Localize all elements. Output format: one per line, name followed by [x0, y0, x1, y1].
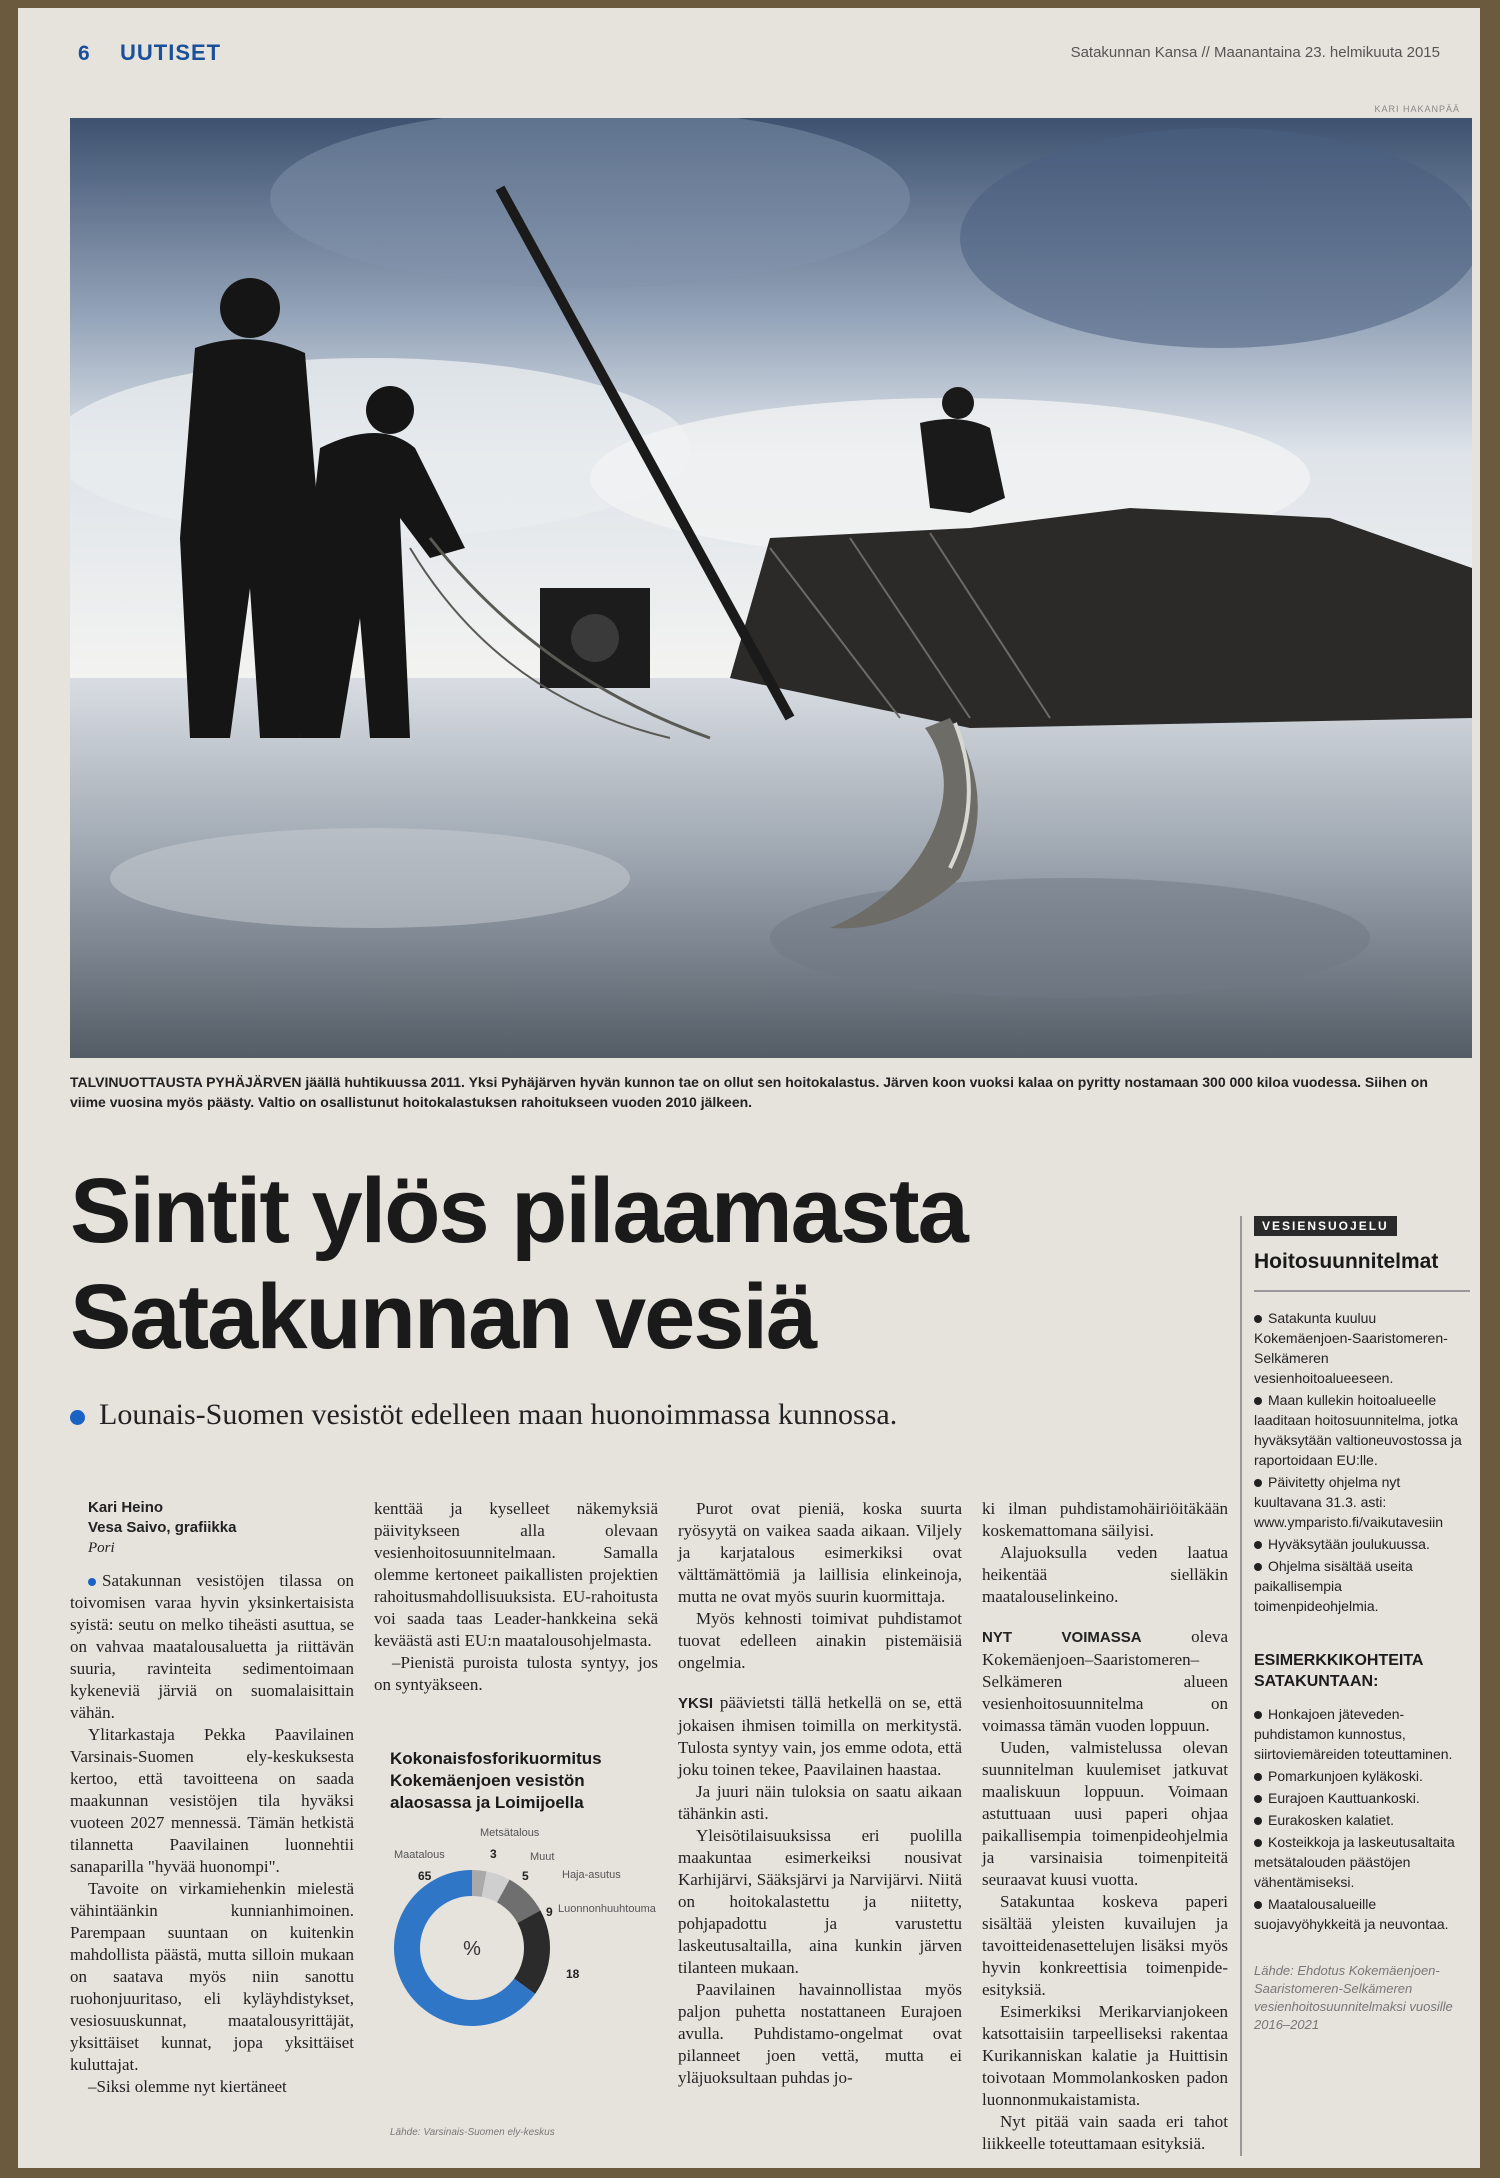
paragraph: Uuden, valmistelussa olevan suunnitelman kuulemiset jatkuvat maaliskuun loppuun. Voimaan astuttuaan uusi paperi ohjaa paikallisempia toimenpideohjelmia ja varsinaisia toimenpiteitä seuraavat kuusi vuotta.	[982, 1738, 1228, 1889]
paragraph: Myös kehnosti toimivat puhdistamot tuovat edelleen ainakin pistemäisiä ongelmia.	[678, 1609, 962, 1672]
list-item: Päivitetty ohjelma nyt kuultavana 31.3. asti: www.ymparisto.fi/vaikutavesiin	[1254, 1474, 1444, 1530]
list-item: Maatalousalueille suojavyöhykkeitä ja neuvontaa.	[1254, 1896, 1449, 1932]
paragraph: Ylitarkastaja Pekka Paavilainen Varsinais-Suomen ely-keskuksesta kertoo, että tavoitteena on saada maakunnan vesistöjen tila hyväksi vuoteen 2027 mennessä. Tämän hetkistä tilannetta Paavilainen luonnehtii sanaparilla "hyvää huonompi".	[70, 1725, 354, 1876]
list-item: Satakunta kuuluu Kokemäenjoen-Saaristomeren-Selkämeren vesienhoitoalueeseen.	[1254, 1310, 1448, 1386]
subheading: YKSI	[678, 1695, 714, 1712]
sidebar-list	[1254, 1308, 1470, 1616]
headline-line-1: Sintit ylös pilaamasta	[70, 1160, 967, 1262]
paragraph: Paavilainen havainnollistaa myös paljon puhetta nostattaneen Eurajoen avulla. Puhdistamo-ongelmat ovat pilanneet joen vettä, mutta ei yläjuoksultaan puhdas jo-	[678, 1980, 962, 2087]
paragraph: Yleisötilaisuuksissa eri puolilla maakuntaa esimerkeiksi nousivat Karhijärvi, Sääksjärvi ja Narvijärvi. Niitä on hoitokalastettu ja niitetty, pohjapadottu ja varustettu laskeutusaltailla, aina kunkin järven tilanteen mukaan.	[678, 1826, 962, 1977]
paragraph: Satakuntaa koskeva paperi sisältää yleisten kuvailujen ja tavoitteidenasettelujen lisäksi myös hyvin konkreettisia toimenpide-esityksiä.	[982, 1892, 1228, 1999]
paragraph: Nyt pitää vain saada eri tahot liikkeelle toteuttamaan esityksiä.	[982, 2112, 1228, 2153]
photo-caption	[70, 1072, 1450, 1112]
bullet-icon	[1254, 1773, 1262, 1781]
subheading: NYT VOIMASSA	[982, 1629, 1142, 1646]
sidebar-factbox	[1240, 1216, 1470, 2156]
sidebar-tag: VESIENSUOJELU	[1254, 1216, 1397, 1236]
section-label: UUTISET	[120, 40, 222, 65]
donut-center-label: %	[463, 1938, 481, 1960]
donut-value-label: 5	[522, 1869, 529, 1883]
divider	[1254, 1290, 1470, 1292]
list-item: Hyväksytään joulukuussa.	[1254, 1534, 1470, 1554]
headline-line-2: Satakunnan vesiä	[70, 1266, 816, 1368]
paragraph: Alajuoksulla veden laatua heikentää sielläkin maatalouselinkeino.	[982, 1543, 1228, 1606]
chart-box	[390, 1748, 658, 2138]
ice-fishing-photo-illustration	[70, 118, 1472, 1058]
article-column-3	[678, 1498, 962, 2089]
paragraph: Esimerkiksi Merikarvianjokeen katsottaisiin tarpeelliseksi rakentaa Kurikanniskan kalatie ja Huittisin toivotaan Mommolankosken padon luonnonmukaistamista.	[982, 2002, 1228, 2109]
sidebar-source: Lähde: Ehdotus Kokemäenjoen-Saaristomeren-Selkämeren vesienhoitosuunnitelmaksi vuosille 2016–2021	[1254, 1963, 1453, 2032]
paragraph: –Siksi olemme nyt kiertäneet	[88, 2077, 287, 2096]
list-item: Honkajoen jäteveden-puhdistamon kunnostus, siirtoviemäreiden toteuttaminen.	[1254, 1706, 1453, 1762]
donut-category-label: Metsätalous	[480, 1828, 540, 1839]
article-column-2	[374, 1498, 658, 1696]
page-number: 6	[78, 42, 90, 65]
article-column-1	[70, 1498, 354, 2098]
page-header	[78, 38, 1440, 72]
donut-value-label: 3	[490, 1847, 497, 1861]
news-photo	[70, 118, 1472, 1058]
donut-value-label: 65	[418, 1869, 432, 1883]
donut-value-label: 18	[566, 1967, 580, 1981]
donut-category-label: Muut	[530, 1851, 555, 1863]
ingress	[70, 1398, 897, 1432]
bullet-icon	[1254, 1479, 1262, 1487]
byline-author: Kari Heino	[88, 1499, 164, 1516]
bullet-icon	[1254, 1711, 1262, 1719]
paragraph: YKSI päävietsti tällä hetkellä on se, että jokaisen ihmisen toimilla on merkitystä. Tulosta syntyy vain, jos emme odota, että joku toinen tekee, Paavilainen haastaa.	[678, 1693, 962, 1779]
bullet-icon	[70, 1410, 85, 1425]
list-item: Pomarkunjoen kyläkoski.	[1254, 1766, 1470, 1786]
headline	[70, 1158, 967, 1370]
ingress-text: Lounais-Suomen vesistöt edelleen maan huonoimmassa kunnossa.	[99, 1398, 898, 1431]
paragraph: NYT VOIMASSA oleva Kokemäenjoen–Saaristomeren–Selkämeren alueen vesienhoitosuunnitelma on voimassa tämän vuoden loppuun.	[982, 1627, 1228, 1735]
list-item: Maan kullekin hoitoalueelle laaditaan hoitosuunnitelma, jotka hyväksytään valtioneuvostossa ja raportoidaan EU:lle.	[1254, 1392, 1462, 1468]
publication-line: Satakunnan Kansa // Maanantaina 23. helmikuuta 2015	[1070, 44, 1440, 61]
byline-location: Pori	[88, 1540, 115, 1556]
chart-title: Kokonaisfosforikuormitus Kokemäenjoen vesistön alaosassa ja Loimijoella	[390, 1749, 602, 1812]
bullet-icon	[1254, 1563, 1262, 1571]
photo-credit: KARI HAKANPÄÄ	[1374, 104, 1460, 114]
paragraph: kenttää ja kyselleet näkemyksiä päivitykseen alla olevaan vesienhoitosuunnitelmaan. Samalla olemme kertoneet paikallisten projektien rahoitusmahdollisuuksista. EU-rahoitusta voi saada taas Leader-hankkeina sekä keväästä asti EU:n maatalousohjelmasta.	[374, 1499, 658, 1650]
bullet-icon	[1254, 1901, 1262, 1909]
bullet-icon	[1254, 1817, 1262, 1825]
sidebar-title: Hoitosuunnitelmat	[1254, 1250, 1439, 1273]
bullet-icon	[1254, 1397, 1262, 1405]
bullet-icon	[1254, 1795, 1262, 1803]
donut-slice-luonnonhuuhtouma	[514, 1910, 550, 1993]
donut-value-label: 9	[546, 1905, 553, 1919]
article-column-4	[982, 1498, 1228, 2155]
paragraph: ki ilman puhdistamohäiriöitäkään koskemattomana säilyisi.	[982, 1499, 1228, 1540]
bullet-icon	[88, 1578, 96, 1586]
donut-chart	[390, 1828, 658, 2118]
caption-text: jäällä huhtikuussa 2011. Yksi Pyhäjärven hyvän kunnon tae on ollut sen hoitokalastus. Järven koon vuoksi kalaa on pyritty nostamaan 300 000 kiloa vuodessa. Siihen on viime vuosina myös päästy. Valtio on osallistunut hoitokalastuksen rahoitukseen vuoden 2010 jälkeen.	[70, 1074, 1428, 1110]
sidebar-list-2	[1254, 1704, 1470, 1934]
donut-category-label: Luonnonhuuhtouma	[558, 1903, 656, 1915]
newspaper-page	[18, 8, 1480, 2168]
bullet-icon	[1254, 1541, 1262, 1549]
caption-lead: TALVINUOTTAUSTA PYHÄJÄRVEN	[70, 1074, 302, 1090]
paragraph: Satakunnan vesistöjen tilassa on toivomisen varaa hyvin yksinkertaisista syistä: seutu on melko tiheästi asuttua, se on vahvaa maatalousaluetta ja riittävän suuria, ravinteita sedimentoimaan kykeneviä järviä on suomalaisittain vähän.	[70, 1571, 354, 1722]
donut-category-label: Maatalous	[394, 1849, 445, 1861]
paragraph: Purot ovat pieniä, koska suurta ryösyytä on vaikea saada aikaan. Viljely ja karjatalous esimerkiksi ovat välttämättömiä ja laillisia elinkeinoja, mutta ne ovat myös suurin kuormittaja.	[678, 1499, 962, 1606]
paragraph: Tavoite on virkamiehenkin mielestä vähintäänkin kunnianhimoinen. Parempaan suuntaan on kuitenkin mahdollista päästä, mutta silloin mukaan on saatava myös niin sanottu ruohonjuuritaso, eli kyläyhdistykset, vesiosuuskunnat, maatalousyrittäjät, yksittäiset kunnat, jopa yksittäiset kuluttajat.	[70, 1879, 354, 2074]
byline-graphics: Vesa Saivo, grafiikka	[88, 1519, 237, 1536]
paragraph: Ja juuri näin tuloksia on saatu aikaan tähänkin asti.	[678, 1782, 962, 1823]
paragraph: –Pienistä puroista tulosta syntyy, jos on syntyäkseen.	[374, 1653, 658, 1694]
donut-category-label: Haja-asutus	[562, 1869, 621, 1881]
list-item: Ohjelma sisältää useita paikallisempia toimenpideohjelmia.	[1254, 1558, 1413, 1614]
bullet-icon	[1254, 1315, 1262, 1323]
list-item: Kosteikkoja ja laskeutusaltaita metsätalouden päästöjen vähentämiseksi.	[1254, 1834, 1455, 1890]
sidebar-heading-2: ESIMERKKIKOHTEITA SATAKUNTAAN:	[1254, 1652, 1423, 1690]
bullet-icon	[1254, 1839, 1262, 1847]
chart-source: Lähde: Varsinais-Suomen ely-keskus	[390, 2127, 555, 2138]
list-item: Eurajoen Kauttuankoski.	[1254, 1788, 1470, 1808]
list-item: Eurakosken kalatiet.	[1254, 1810, 1470, 1830]
